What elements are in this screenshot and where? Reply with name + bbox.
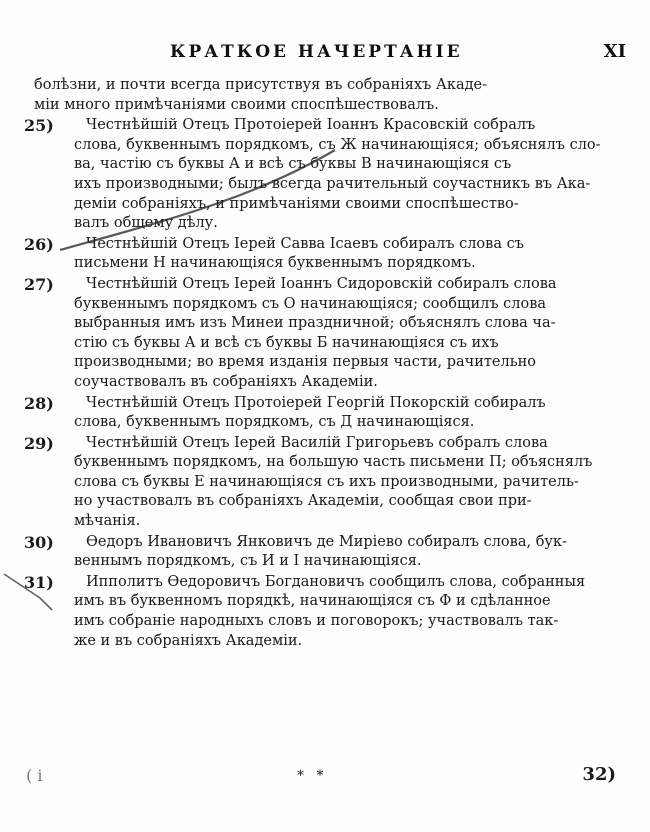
paragraph-number: 30) — [24, 532, 54, 552]
paragraph-number: 26) — [24, 234, 54, 254]
running-title: КРАТКОЕ НАЧЕРТАНІЕ — [170, 42, 463, 62]
text-line: выбранныя имъ изъ Минеи праздничной; объяснялъ слова ча- — [74, 315, 556, 332]
paragraph-31 — [24, 573, 614, 651]
paragraph-number: 25) — [24, 116, 54, 136]
paragraph-number: 27) — [24, 274, 54, 294]
paragraph-25 — [24, 116, 614, 234]
text-line: же и въ собраніяхъ Академіи. — [74, 632, 303, 649]
text-line: Ѳедоръ Ивановичъ Янковичъ де Миріево собиралъ слова, бук- — [86, 533, 567, 550]
text-line: соучаствовалъ въ собраніяхъ Академіи. — [74, 373, 378, 390]
text-line: слова, буквеннымъ порядкомъ, съ Ж начинающіяся; объяснялъ сло- — [74, 136, 601, 153]
text-line: Честнѣйшій Отецъ Протоіерей Георгій Покорскій собиралъ — [86, 394, 546, 411]
text-line: стію съ буквы А и всѣ съ буквы Б начинающіяся съ ихъ — [74, 334, 499, 351]
text-line: имъ въ буквенномъ порядкѣ, начинающіяся съ Ф и сдѣланное — [74, 593, 551, 610]
paragraph-30 — [24, 533, 614, 572]
paragraph-26 — [24, 235, 614, 274]
text-line: Честнѣйшій Отецъ Іерей Савва Ісаевъ собиралъ слова съ — [86, 235, 524, 252]
paragraph-continuation — [24, 76, 614, 115]
text-line: веннымъ порядкомъ, съ И и І начинающіяся. — [74, 553, 422, 570]
running-header — [0, 38, 650, 68]
paragraph-27 — [24, 275, 614, 393]
text-line: ихъ производными; былъ всегда рачительный соучастникъ въ Ака- — [74, 175, 591, 192]
text-line: міи много примѣчаніями своими споспѣшествовалъ. — [34, 96, 439, 113]
paragraph-number: 31) — [24, 572, 54, 592]
text-line: Честнѣйшій Отецъ Іерей Василій Григорьевъ собралъ слова — [86, 434, 548, 451]
body-text — [24, 76, 614, 652]
text-line: Честнѣйшій Отецъ Іерей Іоаннъ Сидоровскій собиралъ слова — [86, 275, 557, 292]
text-line: мѣчанія. — [74, 513, 141, 530]
paragraph-number: 29) — [24, 433, 54, 453]
footer-page-number: 32) — [582, 764, 616, 785]
text-line: ва, частію съ буквы А и всѣ съ буквы В начинающіяся съ — [74, 156, 512, 173]
paragraph-number: 28) — [24, 393, 54, 413]
text-line: Честнѣйшій Отецъ Протоіерей Іоаннъ Красовскій собралъ — [86, 117, 536, 134]
text-line: валъ общему дѣлу. — [74, 215, 218, 232]
paragraph-29 — [24, 434, 614, 532]
roman-page-number: XI — [603, 41, 626, 62]
paragraph-28 — [24, 394, 614, 433]
text-line: буквеннымъ порядкомъ, на большую часть письмени П; объяснялъ — [74, 454, 593, 471]
text-line: производными; во время изданія первыя части, рачительно — [74, 354, 537, 371]
text-line: имъ собраніе народныхъ словъ и поговорокъ; участвовалъ так- — [74, 613, 559, 630]
text-line: деміи собраніяхъ, и примѣчаніями своими споспѣшество- — [74, 195, 519, 212]
text-line: болѣзни, и почти всегда присутствуя въ собраніяхъ Акаде- — [34, 77, 488, 93]
signature-mark: * * — [297, 768, 328, 784]
text-line: но участвовалъ въ собраніяхъ Академіи, сообщая свои при- — [74, 493, 532, 510]
footer-left-mark: ( i — [26, 766, 43, 785]
text-line: письмени Н начинающіяся буквеннымъ порядкомъ. — [74, 255, 476, 272]
text-line: Ипполитъ Ѳедоровичъ Богдановичъ сообщилъ слова, собранныя — [86, 573, 586, 590]
text-line: слова, буквеннымъ порядкомъ, съ Д начинающіяся. — [74, 414, 475, 431]
text-line: буквеннымъ порядкомъ съ О начинающіяся; сообщилъ слова — [74, 295, 547, 312]
text-line: слова съ буквы Е начинающіяся съ ихъ производными, рачитель- — [74, 473, 579, 490]
